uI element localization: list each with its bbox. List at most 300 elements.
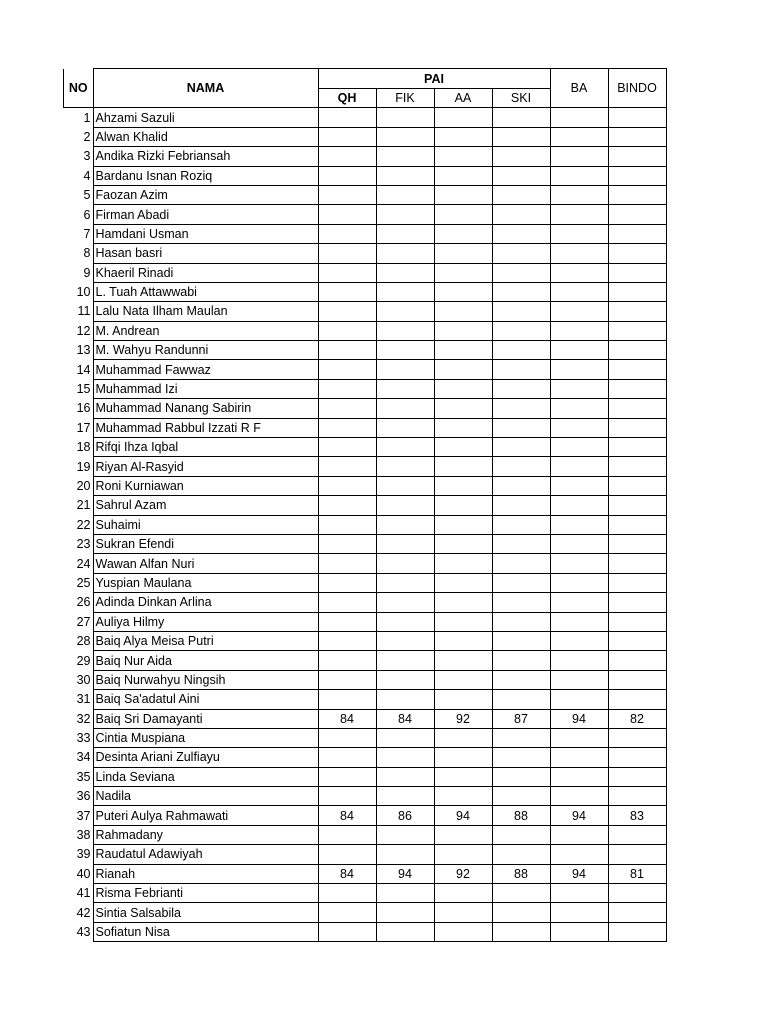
score-cell-ba[interactable]	[550, 496, 608, 515]
score-cell-ski[interactable]	[492, 690, 550, 709]
student-name-cell[interactable]: Hasan basri	[93, 244, 318, 263]
score-cell-qh[interactable]	[318, 263, 376, 282]
score-cell-qh[interactable]	[318, 767, 376, 786]
student-name-cell[interactable]: Puteri Aulya Rahmawati	[93, 806, 318, 825]
score-cell-bindo[interactable]	[608, 748, 666, 767]
score-cell-ba[interactable]	[550, 767, 608, 786]
score-cell-aa[interactable]	[434, 302, 492, 321]
score-cell-fik[interactable]	[376, 554, 434, 573]
score-cell-bindo[interactable]	[608, 379, 666, 398]
score-cell-bindo[interactable]	[608, 224, 666, 243]
score-cell-aa[interactable]	[434, 728, 492, 747]
score-cell-ski[interactable]	[492, 341, 550, 360]
score-cell-fik[interactable]	[376, 767, 434, 786]
score-cell-qh[interactable]	[318, 166, 376, 185]
score-cell-qh[interactable]	[318, 476, 376, 495]
student-name-cell[interactable]: Riyan Al-Rasyid	[93, 457, 318, 476]
score-cell-fik[interactable]	[376, 922, 434, 941]
score-cell-aa[interactable]	[434, 767, 492, 786]
score-cell-bindo[interactable]	[608, 244, 666, 263]
score-cell-ski[interactable]	[492, 748, 550, 767]
score-cell-fik[interactable]	[376, 457, 434, 476]
score-cell-ba[interactable]	[550, 554, 608, 573]
student-name-cell[interactable]: Baiq Nurwahyu Ningsih	[93, 670, 318, 689]
score-cell-bindo[interactable]	[608, 457, 666, 476]
score-cell-ski[interactable]	[492, 884, 550, 903]
score-cell-qh[interactable]	[318, 845, 376, 864]
score-cell-bindo[interactable]	[608, 438, 666, 457]
score-cell-ba[interactable]	[550, 205, 608, 224]
score-cell-fik[interactable]	[376, 748, 434, 767]
score-cell-ski[interactable]	[492, 496, 550, 515]
student-name-cell[interactable]: Desinta Ariani Zulfiayu	[93, 748, 318, 767]
score-cell-ba[interactable]	[550, 845, 608, 864]
score-cell-fik[interactable]	[376, 787, 434, 806]
score-cell-ski[interactable]	[492, 321, 550, 340]
score-cell-ski[interactable]	[492, 631, 550, 650]
score-cell-ski[interactable]	[492, 127, 550, 146]
score-cell-ba[interactable]	[550, 166, 608, 185]
score-cell-fik[interactable]	[376, 224, 434, 243]
student-name-cell[interactable]: Linda Seviana	[93, 767, 318, 786]
score-cell-fik[interactable]	[376, 534, 434, 553]
score-cell-fik[interactable]	[376, 884, 434, 903]
score-cell-qh[interactable]	[318, 399, 376, 418]
score-cell-ba[interactable]	[550, 418, 608, 437]
score-cell-aa[interactable]: 92	[434, 864, 492, 883]
score-cell-ski[interactable]	[492, 515, 550, 534]
score-cell-qh[interactable]	[318, 147, 376, 166]
score-cell-aa[interactable]	[434, 185, 492, 204]
score-cell-qh[interactable]	[318, 922, 376, 941]
score-cell-ski[interactable]	[492, 205, 550, 224]
score-cell-ba[interactable]	[550, 651, 608, 670]
student-name-cell[interactable]: Rianah	[93, 864, 318, 883]
score-cell-qh[interactable]	[318, 379, 376, 398]
score-cell-bindo[interactable]: 83	[608, 806, 666, 825]
score-cell-ski[interactable]	[492, 573, 550, 592]
score-cell-ba[interactable]	[550, 127, 608, 146]
score-cell-qh[interactable]	[318, 534, 376, 553]
student-name-cell[interactable]: Rifqi Ihza Iqbal	[93, 438, 318, 457]
score-cell-ski[interactable]	[492, 728, 550, 747]
score-cell-bindo[interactable]	[608, 185, 666, 204]
score-cell-bindo[interactable]	[608, 302, 666, 321]
score-cell-ba[interactable]	[550, 690, 608, 709]
student-name-cell[interactable]: Firman Abadi	[93, 205, 318, 224]
score-cell-bindo[interactable]	[608, 845, 666, 864]
score-cell-fik[interactable]	[376, 593, 434, 612]
score-cell-ski[interactable]: 88	[492, 806, 550, 825]
score-cell-aa[interactable]: 94	[434, 806, 492, 825]
student-name-cell[interactable]: Raudatul Adawiyah	[93, 845, 318, 864]
score-cell-bindo[interactable]	[608, 728, 666, 747]
student-name-cell[interactable]: Sahrul Azam	[93, 496, 318, 515]
score-cell-fik[interactable]	[376, 515, 434, 534]
score-cell-aa[interactable]	[434, 379, 492, 398]
score-cell-ski[interactable]	[492, 224, 550, 243]
score-cell-aa[interactable]	[434, 282, 492, 301]
score-cell-ba[interactable]	[550, 321, 608, 340]
student-name-cell[interactable]: Lalu Nata Ilham Maulan	[93, 302, 318, 321]
score-cell-qh[interactable]	[318, 825, 376, 844]
score-cell-qh[interactable]	[318, 302, 376, 321]
score-cell-qh[interactable]	[318, 884, 376, 903]
score-cell-qh[interactable]	[318, 496, 376, 515]
score-cell-aa[interactable]	[434, 593, 492, 612]
score-cell-ski[interactable]	[492, 302, 550, 321]
score-cell-aa[interactable]	[434, 360, 492, 379]
score-cell-bindo[interactable]	[608, 631, 666, 650]
student-name-cell[interactable]: Auliya Hilmy	[93, 612, 318, 631]
score-cell-qh[interactable]	[318, 438, 376, 457]
score-cell-bindo[interactable]	[608, 496, 666, 515]
score-cell-aa[interactable]	[434, 573, 492, 592]
score-cell-ski[interactable]	[492, 244, 550, 263]
score-cell-ba[interactable]	[550, 825, 608, 844]
score-cell-bindo[interactable]	[608, 263, 666, 282]
score-cell-qh[interactable]	[318, 728, 376, 747]
score-cell-bindo[interactable]	[608, 476, 666, 495]
score-cell-fik[interactable]	[376, 690, 434, 709]
score-cell-bindo[interactable]	[608, 341, 666, 360]
score-cell-ba[interactable]	[550, 748, 608, 767]
score-cell-ba[interactable]	[550, 360, 608, 379]
score-cell-aa[interactable]	[434, 922, 492, 941]
score-cell-qh[interactable]	[318, 651, 376, 670]
score-cell-fik[interactable]	[376, 302, 434, 321]
student-name-cell[interactable]: Adinda Dinkan Arlina	[93, 593, 318, 612]
score-cell-aa[interactable]	[434, 147, 492, 166]
score-cell-ba[interactable]	[550, 185, 608, 204]
student-name-cell[interactable]: Rahmadany	[93, 825, 318, 844]
score-cell-fik[interactable]	[376, 399, 434, 418]
score-cell-bindo[interactable]	[608, 108, 666, 127]
score-cell-qh[interactable]	[318, 127, 376, 146]
score-cell-ski[interactable]	[492, 438, 550, 457]
score-cell-bindo[interactable]	[608, 360, 666, 379]
score-cell-aa[interactable]	[434, 651, 492, 670]
score-cell-ba[interactable]	[550, 379, 608, 398]
score-cell-bindo[interactable]	[608, 651, 666, 670]
student-name-cell[interactable]: Sukran Efendi	[93, 534, 318, 553]
score-cell-bindo[interactable]	[608, 922, 666, 941]
score-cell-ba[interactable]	[550, 728, 608, 747]
score-cell-bindo[interactable]	[608, 573, 666, 592]
score-cell-fik[interactable]: 84	[376, 709, 434, 728]
score-cell-fik[interactable]	[376, 321, 434, 340]
score-cell-aa[interactable]: 92	[434, 709, 492, 728]
score-cell-fik[interactable]	[376, 108, 434, 127]
score-cell-ski[interactable]	[492, 476, 550, 495]
score-cell-ski[interactable]	[492, 282, 550, 301]
score-cell-aa[interactable]	[434, 903, 492, 922]
score-cell-ba[interactable]	[550, 593, 608, 612]
score-cell-qh[interactable]	[318, 205, 376, 224]
score-cell-ski[interactable]	[492, 787, 550, 806]
score-cell-ski[interactable]	[492, 185, 550, 204]
score-cell-ski[interactable]	[492, 767, 550, 786]
score-cell-ba[interactable]	[550, 670, 608, 689]
student-name-cell[interactable]: Suhaimi	[93, 515, 318, 534]
score-cell-ba[interactable]	[550, 224, 608, 243]
score-cell-bindo[interactable]	[608, 418, 666, 437]
score-cell-fik[interactable]	[376, 244, 434, 263]
score-cell-ba[interactable]	[550, 302, 608, 321]
score-cell-aa[interactable]	[434, 244, 492, 263]
score-cell-qh[interactable]	[318, 593, 376, 612]
score-cell-qh[interactable]	[318, 612, 376, 631]
score-cell-ba[interactable]: 94	[550, 806, 608, 825]
score-cell-ba[interactable]	[550, 147, 608, 166]
score-cell-ski[interactable]: 88	[492, 864, 550, 883]
student-name-cell[interactable]: Cintia Muspiana	[93, 728, 318, 747]
score-cell-fik[interactable]: 94	[376, 864, 434, 883]
score-cell-aa[interactable]	[434, 554, 492, 573]
score-cell-qh[interactable]	[318, 748, 376, 767]
student-name-cell[interactable]: Ahzami Sazuli	[93, 108, 318, 127]
score-cell-fik[interactable]	[376, 127, 434, 146]
score-cell-qh[interactable]	[318, 244, 376, 263]
student-name-cell[interactable]: Andika Rizki Febriansah	[93, 147, 318, 166]
score-cell-aa[interactable]	[434, 224, 492, 243]
score-cell-qh[interactable]	[318, 321, 376, 340]
student-name-cell[interactable]: Baiq Alya Meisa Putri	[93, 631, 318, 650]
score-cell-ski[interactable]	[492, 612, 550, 631]
score-cell-fik[interactable]	[376, 166, 434, 185]
score-cell-bindo[interactable]	[608, 884, 666, 903]
score-cell-ski[interactable]	[492, 593, 550, 612]
score-cell-bindo[interactable]	[608, 321, 666, 340]
score-cell-ski[interactable]	[492, 108, 550, 127]
score-cell-ski[interactable]	[492, 670, 550, 689]
student-name-cell[interactable]: Alwan Khalid	[93, 127, 318, 146]
score-cell-ba[interactable]	[550, 903, 608, 922]
student-name-cell[interactable]: Khaeril Rinadi	[93, 263, 318, 282]
student-name-cell[interactable]: Bardanu Isnan Roziq	[93, 166, 318, 185]
score-cell-aa[interactable]	[434, 787, 492, 806]
student-name-cell[interactable]: Baiq Sa'adatul Aini	[93, 690, 318, 709]
score-cell-ba[interactable]	[550, 438, 608, 457]
score-cell-qh[interactable]: 84	[318, 864, 376, 883]
score-cell-fik[interactable]	[376, 341, 434, 360]
student-name-cell[interactable]: Muhammad Rabbul Izzati R F	[93, 418, 318, 437]
score-cell-bindo[interactable]	[608, 554, 666, 573]
score-cell-bindo[interactable]	[608, 534, 666, 553]
score-cell-ski[interactable]	[492, 554, 550, 573]
score-cell-aa[interactable]	[434, 166, 492, 185]
score-cell-qh[interactable]	[318, 573, 376, 592]
score-cell-ski[interactable]	[492, 379, 550, 398]
score-cell-aa[interactable]	[434, 438, 492, 457]
score-cell-aa[interactable]	[434, 263, 492, 282]
score-cell-ba[interactable]	[550, 263, 608, 282]
score-cell-bindo[interactable]: 82	[608, 709, 666, 728]
score-cell-bindo[interactable]	[608, 166, 666, 185]
score-cell-aa[interactable]	[434, 825, 492, 844]
score-cell-fik[interactable]	[376, 651, 434, 670]
score-cell-aa[interactable]	[434, 534, 492, 553]
score-cell-bindo[interactable]	[608, 205, 666, 224]
score-cell-ba[interactable]	[550, 631, 608, 650]
score-cell-fik[interactable]	[376, 845, 434, 864]
score-cell-ba[interactable]	[550, 884, 608, 903]
score-cell-bindo[interactable]	[608, 825, 666, 844]
score-cell-fik[interactable]	[376, 903, 434, 922]
score-cell-fik[interactable]	[376, 438, 434, 457]
score-cell-bindo[interactable]	[608, 399, 666, 418]
score-cell-ski[interactable]	[492, 360, 550, 379]
score-cell-fik[interactable]	[376, 476, 434, 495]
score-cell-ski[interactable]	[492, 418, 550, 437]
score-cell-aa[interactable]	[434, 476, 492, 495]
score-cell-fik[interactable]	[376, 825, 434, 844]
score-cell-ski[interactable]	[492, 457, 550, 476]
student-name-cell[interactable]: Baiq Sri Damayanti	[93, 709, 318, 728]
student-name-cell[interactable]: Sintia Salsabila	[93, 903, 318, 922]
score-cell-fik[interactable]	[376, 360, 434, 379]
score-cell-qh[interactable]	[318, 341, 376, 360]
student-name-cell[interactable]: Muhammad Nanang Sabirin	[93, 399, 318, 418]
score-cell-ba[interactable]	[550, 534, 608, 553]
score-cell-bindo[interactable]	[608, 127, 666, 146]
score-cell-ba[interactable]: 94	[550, 864, 608, 883]
score-cell-fik[interactable]	[376, 263, 434, 282]
score-cell-qh[interactable]	[318, 457, 376, 476]
score-cell-fik[interactable]	[376, 573, 434, 592]
score-cell-ski[interactable]	[492, 534, 550, 553]
student-name-cell[interactable]: Yuspian Maulana	[93, 573, 318, 592]
score-cell-aa[interactable]	[434, 341, 492, 360]
score-cell-qh[interactable]: 84	[318, 806, 376, 825]
score-cell-ski[interactable]	[492, 825, 550, 844]
score-cell-ba[interactable]	[550, 787, 608, 806]
score-cell-aa[interactable]	[434, 418, 492, 437]
student-name-cell[interactable]: Faozan Azim	[93, 185, 318, 204]
student-name-cell[interactable]: Roni Kurniawan	[93, 476, 318, 495]
score-cell-ski[interactable]	[492, 651, 550, 670]
score-cell-aa[interactable]	[434, 670, 492, 689]
student-name-cell[interactable]: Muhammad Izi	[93, 379, 318, 398]
score-cell-ba[interactable]	[550, 341, 608, 360]
score-cell-fik[interactable]	[376, 728, 434, 747]
score-cell-bindo[interactable]	[608, 515, 666, 534]
score-cell-fik[interactable]	[376, 496, 434, 515]
score-cell-ski[interactable]	[492, 147, 550, 166]
score-cell-ski[interactable]	[492, 845, 550, 864]
student-name-cell[interactable]: M. Wahyu Randunni	[93, 341, 318, 360]
score-cell-bindo[interactable]	[608, 147, 666, 166]
score-cell-bindo[interactable]	[608, 282, 666, 301]
score-cell-fik[interactable]	[376, 612, 434, 631]
score-cell-ski[interactable]	[492, 922, 550, 941]
score-cell-qh[interactable]	[318, 690, 376, 709]
score-cell-ba[interactable]	[550, 399, 608, 418]
score-cell-bindo[interactable]	[608, 767, 666, 786]
score-cell-fik[interactable]	[376, 282, 434, 301]
student-name-cell[interactable]: Sofiatun Nisa	[93, 922, 318, 941]
score-cell-fik[interactable]	[376, 379, 434, 398]
score-cell-aa[interactable]	[434, 845, 492, 864]
score-cell-bindo[interactable]	[608, 690, 666, 709]
score-cell-ba[interactable]	[550, 922, 608, 941]
score-cell-ba[interactable]: 94	[550, 709, 608, 728]
score-cell-qh[interactable]	[318, 515, 376, 534]
score-cell-aa[interactable]	[434, 457, 492, 476]
score-cell-ba[interactable]	[550, 573, 608, 592]
score-cell-ba[interactable]	[550, 282, 608, 301]
score-cell-bindo[interactable]	[608, 612, 666, 631]
score-cell-aa[interactable]	[434, 884, 492, 903]
score-cell-qh[interactable]	[318, 185, 376, 204]
score-cell-fik[interactable]	[376, 418, 434, 437]
score-cell-ba[interactable]	[550, 457, 608, 476]
score-cell-fik[interactable]	[376, 205, 434, 224]
score-cell-aa[interactable]	[434, 399, 492, 418]
score-cell-qh[interactable]	[318, 224, 376, 243]
student-name-cell[interactable]: Nadila	[93, 787, 318, 806]
score-cell-aa[interactable]	[434, 205, 492, 224]
score-cell-ski[interactable]: 87	[492, 709, 550, 728]
score-cell-aa[interactable]	[434, 108, 492, 127]
score-cell-fik[interactable]	[376, 185, 434, 204]
student-name-cell[interactable]: M. Andrean	[93, 321, 318, 340]
score-cell-aa[interactable]	[434, 690, 492, 709]
score-cell-fik[interactable]	[376, 147, 434, 166]
score-cell-aa[interactable]	[434, 127, 492, 146]
score-cell-fik[interactable]: 86	[376, 806, 434, 825]
student-name-cell[interactable]: Muhammad Fawwaz	[93, 360, 318, 379]
student-name-cell[interactable]: Baiq Nur Aida	[93, 651, 318, 670]
student-name-cell[interactable]: Wawan Alfan Nuri	[93, 554, 318, 573]
score-cell-qh[interactable]	[318, 418, 376, 437]
score-cell-fik[interactable]	[376, 631, 434, 650]
score-cell-aa[interactable]	[434, 515, 492, 534]
score-cell-aa[interactable]	[434, 612, 492, 631]
score-cell-ba[interactable]	[550, 612, 608, 631]
score-cell-aa[interactable]	[434, 496, 492, 515]
student-name-cell[interactable]: L. Tuah Attawwabi	[93, 282, 318, 301]
score-cell-aa[interactable]	[434, 631, 492, 650]
score-cell-ski[interactable]	[492, 166, 550, 185]
score-cell-qh[interactable]	[318, 631, 376, 650]
score-cell-fik[interactable]	[376, 670, 434, 689]
score-cell-aa[interactable]	[434, 748, 492, 767]
score-cell-bindo[interactable]	[608, 670, 666, 689]
score-cell-qh[interactable]: 84	[318, 709, 376, 728]
score-cell-aa[interactable]	[434, 321, 492, 340]
score-cell-bindo[interactable]	[608, 903, 666, 922]
score-cell-qh[interactable]	[318, 670, 376, 689]
student-name-cell[interactable]: Hamdani Usman	[93, 224, 318, 243]
score-cell-ski[interactable]	[492, 399, 550, 418]
score-cell-qh[interactable]	[318, 108, 376, 127]
score-cell-qh[interactable]	[318, 903, 376, 922]
score-cell-bindo[interactable]	[608, 787, 666, 806]
student-name-cell[interactable]: Risma Febrianti	[93, 884, 318, 903]
score-cell-qh[interactable]	[318, 787, 376, 806]
score-cell-ski[interactable]	[492, 903, 550, 922]
score-cell-ski[interactable]	[492, 263, 550, 282]
score-cell-ba[interactable]	[550, 515, 608, 534]
score-cell-ba[interactable]	[550, 476, 608, 495]
score-cell-ba[interactable]	[550, 244, 608, 263]
score-cell-bindo[interactable]	[608, 593, 666, 612]
score-cell-ba[interactable]	[550, 108, 608, 127]
score-cell-qh[interactable]	[318, 554, 376, 573]
score-cell-qh[interactable]	[318, 282, 376, 301]
score-cell-bindo[interactable]: 81	[608, 864, 666, 883]
